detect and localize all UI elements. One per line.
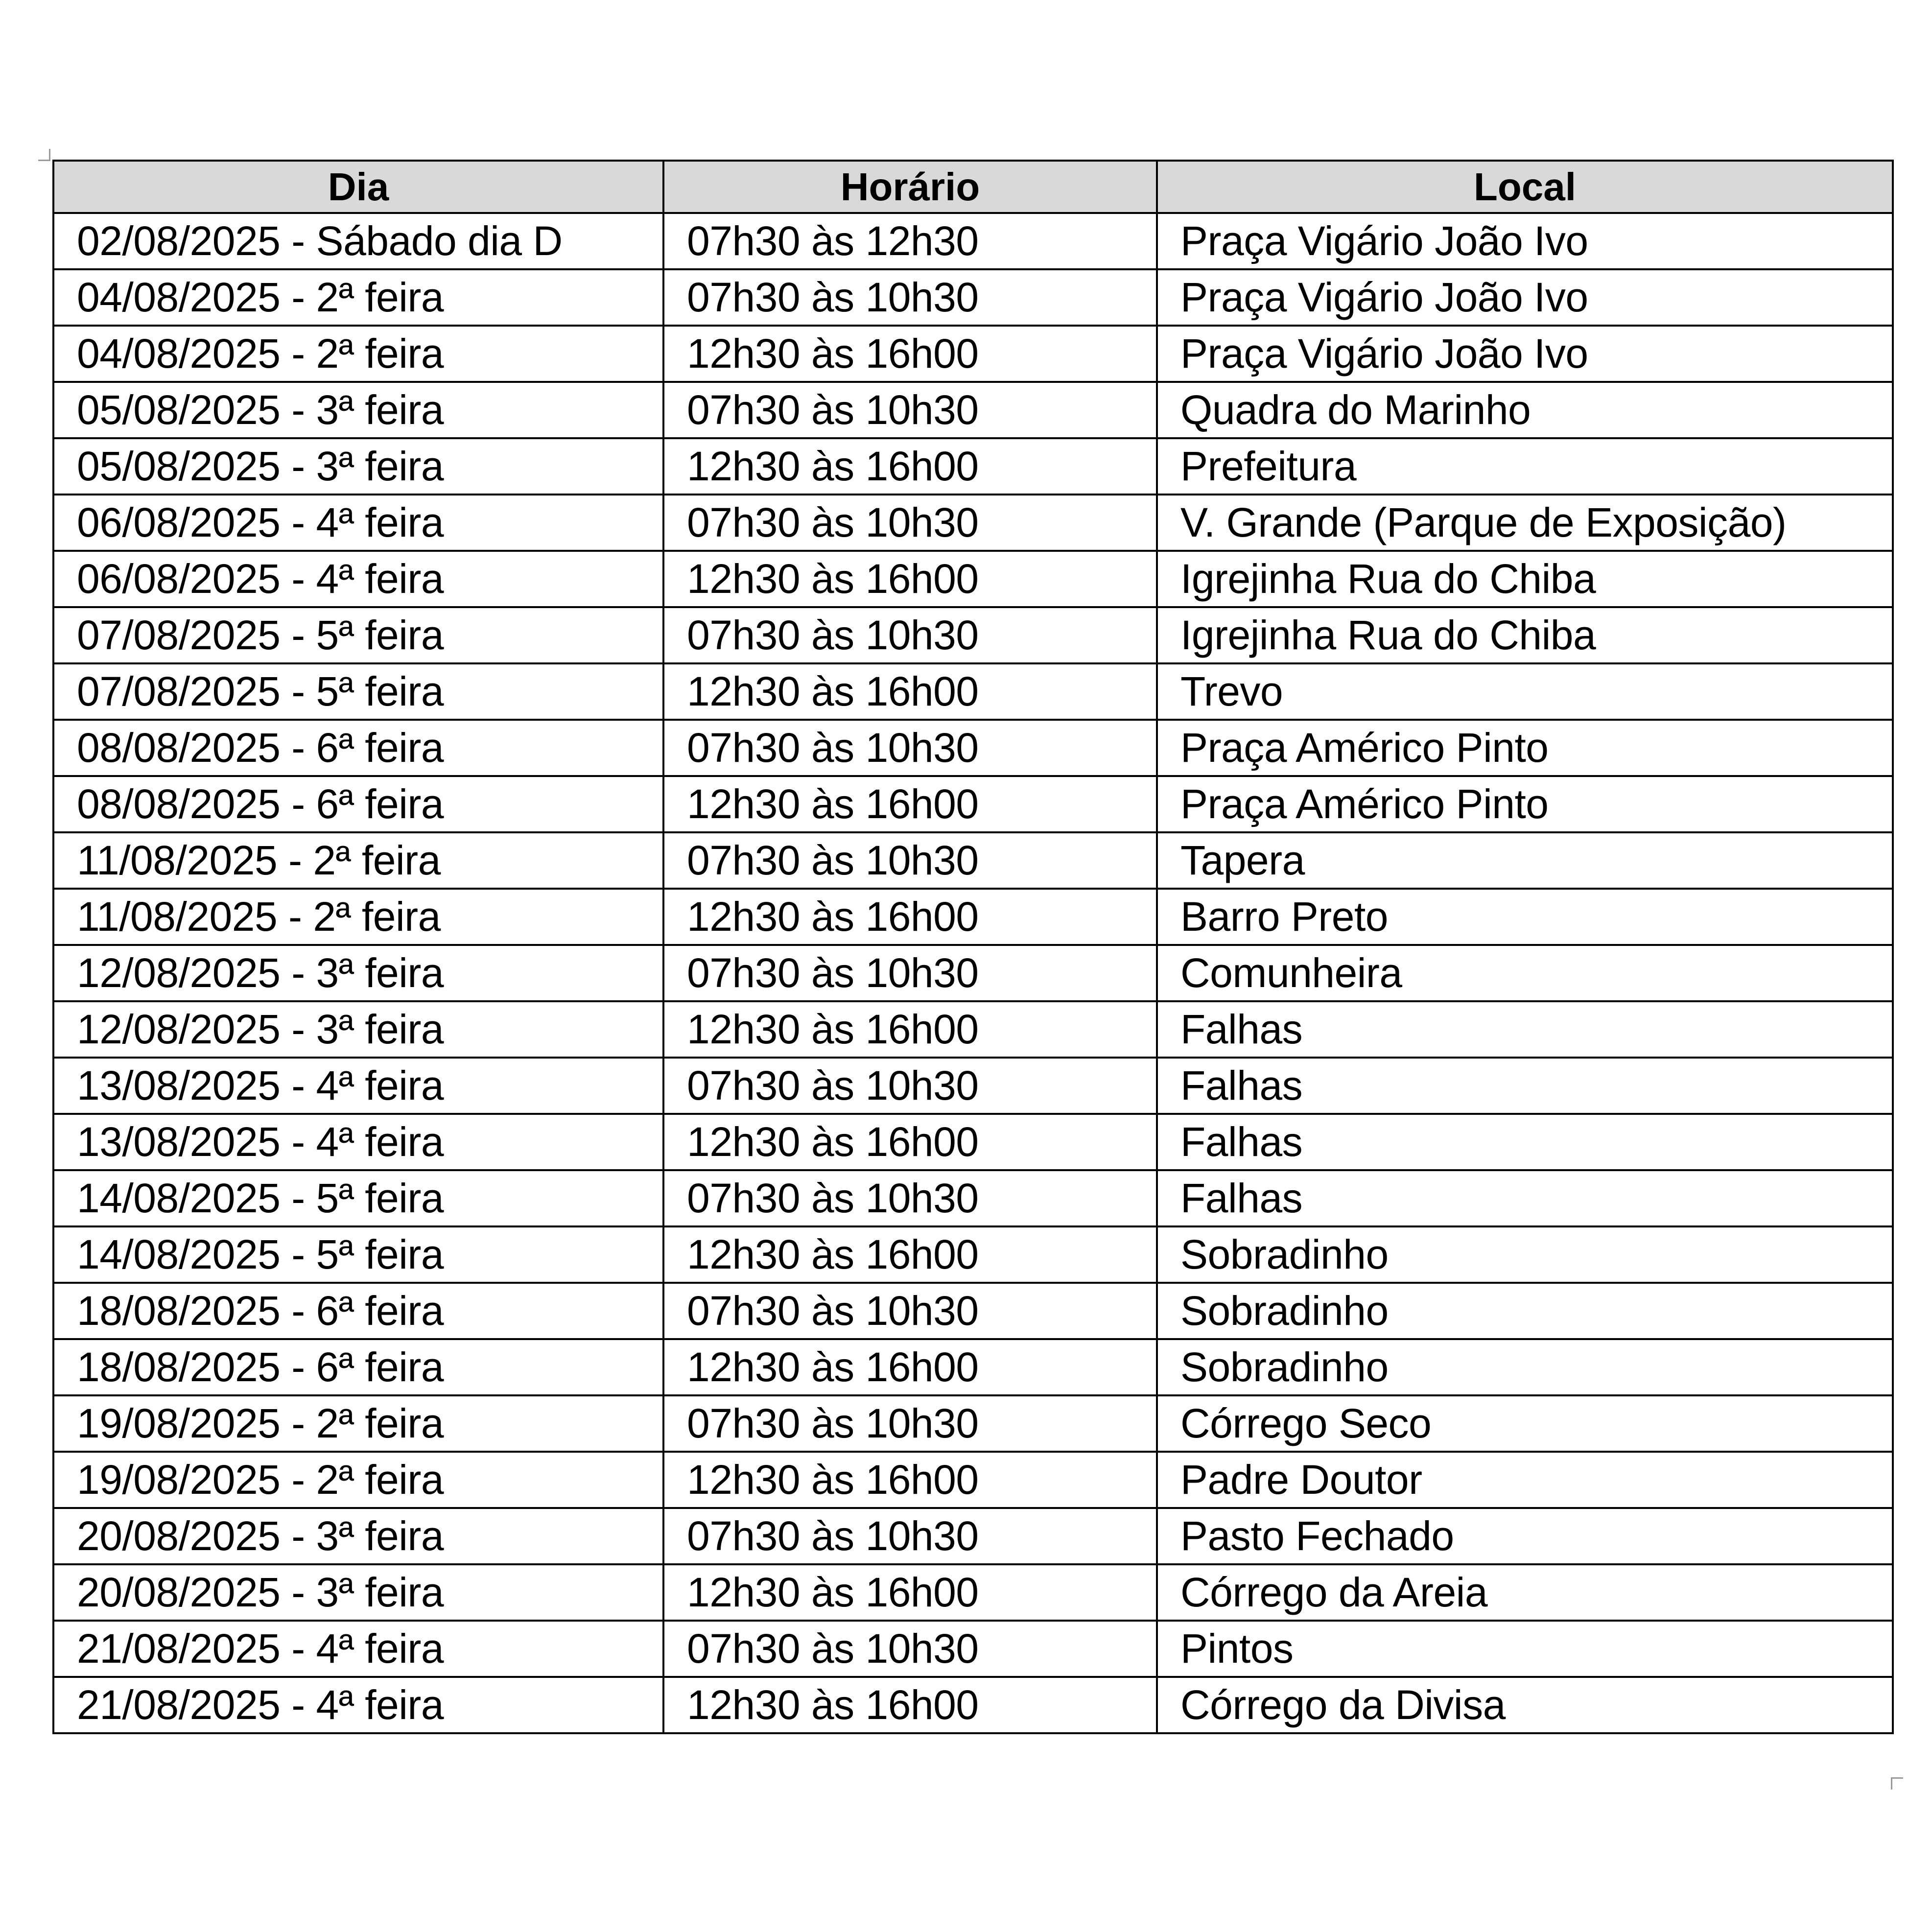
cell-dia: 14/08/2025 - 5ª feira bbox=[53, 1170, 663, 1226]
column-header-local: Local bbox=[1157, 161, 1893, 213]
table-row bbox=[53, 269, 1893, 326]
table-row bbox=[53, 720, 1893, 776]
cell-local: Padre Doutor bbox=[1157, 1452, 1893, 1508]
cell-dia: 18/08/2025 - 6ª feira bbox=[53, 1339, 663, 1395]
table-row bbox=[53, 832, 1893, 889]
table-row bbox=[53, 776, 1893, 832]
cell-dia: 05/08/2025 - 3ª feira bbox=[53, 438, 663, 495]
table-row bbox=[53, 326, 1893, 382]
table-row bbox=[53, 213, 1893, 269]
cell-local: Córrego da Divisa bbox=[1157, 1677, 1893, 1733]
cell-horario: 07h30 às 10h30 bbox=[663, 945, 1157, 1001]
cell-dia: 02/08/2025 - Sábado dia D bbox=[53, 213, 663, 269]
cell-local: Praça Vigário João Ivo bbox=[1157, 269, 1893, 326]
cell-horario: 07h30 às 10h30 bbox=[663, 269, 1157, 326]
cell-horario: 12h30 às 16h00 bbox=[663, 663, 1157, 720]
table-row bbox=[53, 382, 1893, 438]
cell-dia: 20/08/2025 - 3ª feira bbox=[53, 1564, 663, 1621]
cell-dia: 07/08/2025 - 5ª feira bbox=[53, 663, 663, 720]
cell-local: Pasto Fechado bbox=[1157, 1508, 1893, 1564]
cell-horario: 12h30 às 16h00 bbox=[663, 889, 1157, 945]
cell-horario: 12h30 às 16h00 bbox=[663, 776, 1157, 832]
cell-dia: 14/08/2025 - 5ª feira bbox=[53, 1226, 663, 1283]
table-row bbox=[53, 1170, 1893, 1226]
cell-local: Praça Vigário João Ivo bbox=[1157, 326, 1893, 382]
cell-dia: 21/08/2025 - 4ª feira bbox=[53, 1621, 663, 1677]
cell-horario: 07h30 às 10h30 bbox=[663, 1058, 1157, 1114]
cell-local: Sobradinho bbox=[1157, 1339, 1893, 1395]
table-row bbox=[53, 438, 1893, 495]
cell-dia: 11/08/2025 - 2ª feira bbox=[53, 889, 663, 945]
cell-local: Barro Preto bbox=[1157, 889, 1893, 945]
cell-local: Tapera bbox=[1157, 832, 1893, 889]
cell-dia: 07/08/2025 - 5ª feira bbox=[53, 607, 663, 663]
column-header-horario: Horário bbox=[663, 161, 1157, 213]
column-header-dia: Dia bbox=[53, 161, 663, 213]
cell-horario: 12h30 às 16h00 bbox=[663, 326, 1157, 382]
cell-dia: 04/08/2025 - 2ª feira bbox=[53, 326, 663, 382]
cell-horario: 12h30 às 16h00 bbox=[663, 1677, 1157, 1733]
cell-local: Igrejinha Rua do Chiba bbox=[1157, 607, 1893, 663]
cell-local: Sobradinho bbox=[1157, 1283, 1893, 1339]
table-row bbox=[53, 1564, 1893, 1621]
table-row bbox=[53, 607, 1893, 663]
table-row bbox=[53, 663, 1893, 720]
cell-dia: 19/08/2025 - 2ª feira bbox=[53, 1452, 663, 1508]
cell-dia: 13/08/2025 - 4ª feira bbox=[53, 1058, 663, 1114]
cell-local: Falhas bbox=[1157, 1170, 1893, 1226]
cell-local: V. Grande (Parque de Exposição) bbox=[1157, 495, 1893, 551]
cell-dia: 04/08/2025 - 2ª feira bbox=[53, 269, 663, 326]
cell-dia: 12/08/2025 - 3ª feira bbox=[53, 1001, 663, 1058]
cell-local: Córrego da Areia bbox=[1157, 1564, 1893, 1621]
table-row bbox=[53, 1058, 1893, 1114]
table-row bbox=[53, 1508, 1893, 1564]
cell-dia: 08/08/2025 - 6ª feira bbox=[53, 776, 663, 832]
cell-horario: 07h30 às 10h30 bbox=[663, 1283, 1157, 1339]
cell-local: Pintos bbox=[1157, 1621, 1893, 1677]
cell-dia: 06/08/2025 - 4ª feira bbox=[53, 495, 663, 551]
cell-dia: 13/08/2025 - 4ª feira bbox=[53, 1114, 663, 1170]
cell-horario: 12h30 às 16h00 bbox=[663, 551, 1157, 607]
schedule-table bbox=[52, 160, 1894, 1734]
table-row bbox=[53, 945, 1893, 1001]
table-row bbox=[53, 495, 1893, 551]
table-row bbox=[53, 1001, 1893, 1058]
cell-horario: 12h30 às 16h00 bbox=[663, 1114, 1157, 1170]
cell-horario: 12h30 às 16h00 bbox=[663, 1001, 1157, 1058]
table-row bbox=[53, 889, 1893, 945]
cell-horario: 07h30 às 10h30 bbox=[663, 720, 1157, 776]
cell-horario: 07h30 às 10h30 bbox=[663, 495, 1157, 551]
table-header-row bbox=[53, 161, 1893, 213]
cell-horario: 07h30 às 10h30 bbox=[663, 1395, 1157, 1452]
cell-dia: 06/08/2025 - 4ª feira bbox=[53, 551, 663, 607]
cell-local: Praça Vigário João Ivo bbox=[1157, 213, 1893, 269]
table-row bbox=[53, 1283, 1893, 1339]
cell-dia: 21/08/2025 - 4ª feira bbox=[53, 1677, 663, 1733]
cell-local: Sobradinho bbox=[1157, 1226, 1893, 1283]
table-row bbox=[53, 1114, 1893, 1170]
cell-horario: 07h30 às 10h30 bbox=[663, 832, 1157, 889]
cell-dia: 18/08/2025 - 6ª feira bbox=[53, 1283, 663, 1339]
table-corner-marker-bottom-right bbox=[1891, 1777, 1903, 1790]
cell-dia: 08/08/2025 - 6ª feira bbox=[53, 720, 663, 776]
cell-local: Quadra do Marinho bbox=[1157, 382, 1893, 438]
table-row bbox=[53, 1621, 1893, 1677]
cell-local: Praça Américo Pinto bbox=[1157, 720, 1893, 776]
cell-local: Trevo bbox=[1157, 663, 1893, 720]
table-row bbox=[53, 1677, 1893, 1733]
cell-horario: 07h30 às 10h30 bbox=[663, 382, 1157, 438]
table-row bbox=[53, 1226, 1893, 1283]
cell-dia: 05/08/2025 - 3ª feira bbox=[53, 382, 663, 438]
cell-horario: 12h30 às 16h00 bbox=[663, 438, 1157, 495]
cell-horario: 07h30 às 10h30 bbox=[663, 607, 1157, 663]
cell-horario: 07h30 às 10h30 bbox=[663, 1621, 1157, 1677]
cell-horario: 12h30 às 16h00 bbox=[663, 1339, 1157, 1395]
cell-local: Igrejinha Rua do Chiba bbox=[1157, 551, 1893, 607]
cell-local: Falhas bbox=[1157, 1058, 1893, 1114]
cell-dia: 20/08/2025 - 3ª feira bbox=[53, 1508, 663, 1564]
table-row bbox=[53, 1395, 1893, 1452]
cell-local: Falhas bbox=[1157, 1114, 1893, 1170]
cell-horario: 12h30 às 16h00 bbox=[663, 1226, 1157, 1283]
cell-local: Prefeitura bbox=[1157, 438, 1893, 495]
cell-local: Córrego Seco bbox=[1157, 1395, 1893, 1452]
table-corner-marker-top-left bbox=[38, 149, 50, 161]
cell-horario: 07h30 às 12h30 bbox=[663, 213, 1157, 269]
cell-dia: 11/08/2025 - 2ª feira bbox=[53, 832, 663, 889]
table-row bbox=[53, 551, 1893, 607]
table-body bbox=[53, 213, 1893, 1733]
table-row bbox=[53, 1339, 1893, 1395]
cell-local: Falhas bbox=[1157, 1001, 1893, 1058]
cell-horario: 07h30 às 10h30 bbox=[663, 1170, 1157, 1226]
table-row bbox=[53, 1452, 1893, 1508]
cell-horario: 07h30 às 10h30 bbox=[663, 1508, 1157, 1564]
cell-horario: 12h30 às 16h00 bbox=[663, 1452, 1157, 1508]
cell-dia: 19/08/2025 - 2ª feira bbox=[53, 1395, 663, 1452]
cell-local: Comunheira bbox=[1157, 945, 1893, 1001]
cell-local: Praça Américo Pinto bbox=[1157, 776, 1893, 832]
cell-horario: 12h30 às 16h00 bbox=[663, 1564, 1157, 1621]
cell-dia: 12/08/2025 - 3ª feira bbox=[53, 945, 663, 1001]
